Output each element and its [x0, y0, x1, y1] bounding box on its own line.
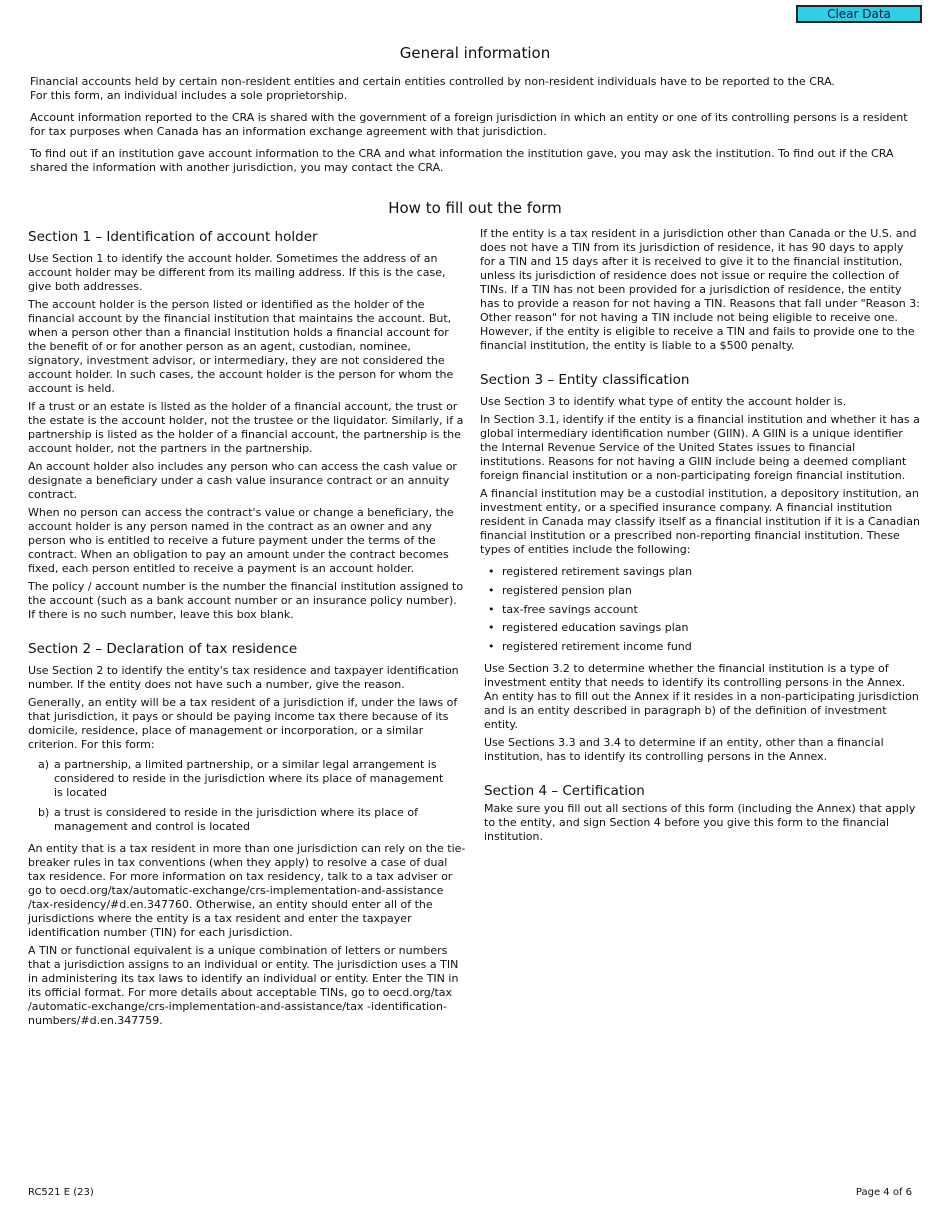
section-2-paragraph-5: If the entity is a tax resident in a jurisdiction other than Canada or the U.S. and does not have a TIN from its jurisdiction of residence, it has 90 days to apply for a TIN and 15 days after it is received to give it to the financial institution, unless its jurisdiction of residence does not issue or require the collection of TINs. If a TIN has not been provided for a jurisdiction of residence, the entity has to provide a reason for not having a TIN. Reasons that fall under "Reason 3: Other reason" for not having a TIN include not being eligible to receive one. However, if the entity is eligible to receive a TIN and fails to provide one to the financial institution, the entity is liable to a $500 penalty. [480, 227, 920, 352]
general-paragraph-3: To find out if an institution gave account information to the CRA and what information the institution gave, you may ask the institution. To find out if the CRA shared the information with another jurisdiction, you may contact the CRA. [30, 147, 894, 174]
section-3-paragraph-3: A financial institution may be a custodial institution, a depository institution, an investment entity, or a specified insurance company. A financial institution resident in Canada may classify itself as a financial institution if it is a Canadian financial institution or a prescribed non-reporting financial institution. These types of entities include the following: [480, 487, 920, 556]
list-item-text: tax-free savings account [502, 602, 638, 616]
general-information-title: General information [399, 44, 551, 62]
section-4-heading: Section 4 – Certification [484, 783, 645, 800]
section-1-heading: Section 1 – Identification of account holder [28, 229, 318, 245]
bullet-icon: • [488, 621, 495, 635]
list-marker: a) [38, 758, 50, 771]
section-3-paragraph-2: In Section 3.1, identify if the entity is a financial institution and whether it has a global intermediary identification number (GIIN). A GIIN is a unique identifier the Internal Revenue Service of the United States issues to financial institutions. Reasons for not having a GIIN include being a deemed compliant foreign financial institution or a non-participating foreign financial institution. [480, 413, 920, 482]
list-item [28, 758, 466, 800]
list-item [480, 603, 920, 617]
section-1-paragraph-2: The account holder is the person listed or identified as the holder of the financial account by the financial institution that maintains the account. But, when a person other than a financial institution holds a financial account for the benefit of or for another person as an agent, custodian, nominee, signatory, investment advisor, or intermediary, they are not considered the account holder. In such cases, the account holder is the person for whom the account is held. [28, 298, 454, 395]
list-item-text: registered retirement savings plan [502, 565, 693, 578]
section-1-paragraph-6: The policy / account number is the number the financial institution assigned to the account (such as a bank account number or an insurance policy number). If there is no such number, leave this box blank. [28, 580, 464, 621]
section-2-paragraph-1: Use Section 2 to identify the entity's tax residence and taxpayer identification number. If the entity does not have such a number, give the reason. [28, 664, 459, 691]
section-3-heading: Section 3 – Entity classification [480, 372, 690, 388]
general-information-section [30, 75, 920, 183]
section-2-paragraph-4: A TIN or functional equivalent is a unique combination of letters or numbers that a jurisdiction assigns to an individual or entity. The jurisdiction uses a TIN in administering its tax laws to identify an individual or entity. Enter the TIN in its official format. For more details about acceptable TINs, go to oecd.org/tax /automatic-exchange/crs-implementation-and-assistance/tax -identification-numbers/#d.en.347759. [28, 944, 459, 1027]
how-to-fill-title: How to fill out the form [388, 199, 562, 217]
form-code: RC521 E (23) [28, 1187, 94, 1198]
clear-data-button[interactable]: Clear Data [796, 5, 922, 23]
section-3-paragraph-5: Use Sections 3.3 and 3.4 to determine if an entity, other than a financial institution, has to identify its controlling persons in the Annex. [484, 736, 884, 764]
section-2-paragraph-2: Generally, an entity will be a tax resident of a jurisdiction if, under the laws of that jurisdiction, it pays or should be paying income tax there because of its domicile, residence, place of management or incorporation, or a similar criterion. For this form: [28, 696, 458, 751]
list-item-text: a trust is considered to reside in the jurisdiction where its place of management and control is located [54, 806, 418, 833]
section-1-paragraph-1: Use Section 1 to identify the account holder. Sometimes the address of an account holder may be different from its mailing address. If this is the case, give both addresses. [28, 252, 446, 293]
list-item-text: registered retirement income fund [502, 640, 692, 654]
section-3-paragraph-1: Use Section 3 to identify what type of entity the account holder is. [480, 395, 847, 408]
section-2-residence-list [28, 758, 466, 834]
general-paragraph-1 [30, 75, 920, 103]
list-item-text: registered education savings plan [502, 621, 689, 635]
section-1-paragraph-5: When no person can access the contract's value or change a beneficiary, the account holder is any person named in the contract as an owner and any person who is entitled to receive a future payment under the terms of the contract. When an obligation to pay an amount under the contract becomes fixed, each person entitled to receive a payment is an account holder. [28, 506, 454, 575]
list-item-text: registered pension plan [502, 583, 632, 597]
section-1-paragraph-4: An account holder also includes any person who can access the cash value or designate a beneficiary under a cash value insurance contract or an annuity contract. [28, 460, 457, 501]
section-2-paragraph-3: An entity that is a tax resident in more than one jurisdiction can rely on the tie-breaker rules in tax conventions (when they apply) to resolve a case of dual tax residence. For more information on tax residency, talk to a tax adviser or go to oecd.org/tax/automatic-exchange/crs-implementation-and-assistance /tax-residency/#d.en.347760. Otherwise, an entity should enter all of the jurisdictions where the entity is a tax resident and enter the taxpayer identification number (TIN) for each jurisdiction. [28, 842, 466, 939]
list-item-text: a partnership, a limited partnership, or a similar legal arrangement is considered to reside in the jurisdiction where its place of management is located [54, 758, 444, 799]
section-4-paragraph-1: Make sure you fill out all sections of this form (including the Annex) that apply to the entity, and sign Section 4 before you give this form to the financial institution. [484, 802, 916, 844]
section-3-paragraph-4: Use Section 3.2 to determine whether the financial institution is a type of investment entity that needs to identify its controlling persons in the Annex. An entity has to fill out the Annex if it resides in a non-participating jurisdiction and is an entity described in paragraph b) of the definition of investment entity. [484, 662, 919, 732]
bullet-icon: • [488, 640, 495, 654]
section-2-heading: Section 2 – Declaration of tax residence [28, 641, 298, 657]
list-marker: b) [38, 806, 50, 819]
list-item [480, 584, 920, 598]
section-1-paragraph-3: If a trust or an estate is listed as the holder of a financial account, the trust or the estate is the account holder, not the trustee or the liquidator. Similarly, if a partnership is listed as the holder of a financial account, the partnership is the account holder, not the partners in the partnership. [28, 400, 464, 455]
left-column [28, 228, 466, 1032]
general-paragraph-1b: For this form, an individual includes a sole proprietorship. [30, 89, 348, 102]
general-paragraph-2: Account information reported to the CRA is shared with the government of a foreign jurisdiction in which an entity or one of its controlling persons is a resident for tax purposes when Canada has an information exchange agreement with that jurisdiction. [30, 111, 908, 138]
general-paragraph-1a: Financial accounts held by certain non-resident entities and certain entities controlled by non-resident individuals have to be reported to the CRA. [30, 75, 835, 88]
right-column [480, 227, 920, 848]
list-item [480, 640, 920, 654]
bullet-icon: • [488, 565, 495, 578]
bullet-icon: • [488, 602, 495, 616]
section-3-indented-block [480, 662, 920, 844]
list-item [480, 565, 920, 579]
bullet-icon: • [488, 583, 495, 597]
section-3-plan-list [480, 565, 920, 654]
list-item [480, 621, 920, 635]
list-item [28, 806, 466, 834]
page-number: Page 4 of 6 [855, 1187, 912, 1198]
